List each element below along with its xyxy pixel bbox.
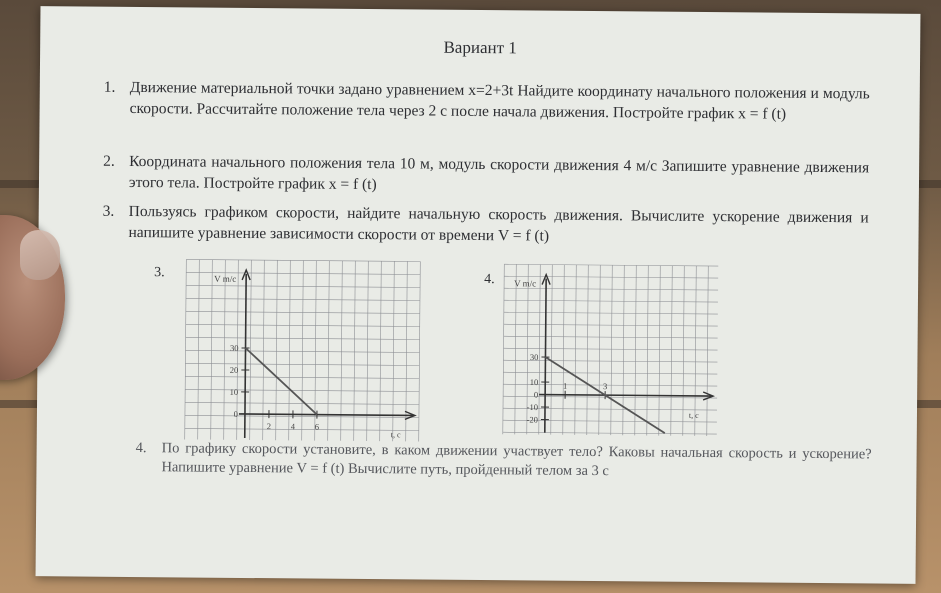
grid-line bbox=[659, 266, 660, 436]
velocity-graph-4 bbox=[493, 260, 725, 447]
x-axis-label: t, c bbox=[688, 410, 699, 420]
grid-line bbox=[504, 336, 718, 338]
grid-line bbox=[302, 260, 304, 440]
graph-label: 3. bbox=[154, 265, 165, 281]
grid-line bbox=[354, 261, 356, 441]
grid-line bbox=[647, 265, 648, 435]
grid-line bbox=[563, 265, 564, 435]
y-axis-label: V m/c bbox=[514, 278, 537, 289]
x-tick-label: 6 bbox=[314, 421, 320, 432]
x-tick-label: 1 bbox=[563, 380, 568, 391]
task-number: 3. bbox=[102, 202, 115, 220]
grid-line bbox=[504, 348, 718, 350]
graph-3-svg bbox=[175, 255, 427, 447]
worksheet bbox=[36, 6, 921, 584]
grid-line bbox=[503, 432, 717, 434]
x-tick-label: 2 bbox=[266, 421, 272, 432]
y-tick-label: 0 bbox=[233, 408, 238, 419]
task-4 bbox=[135, 439, 872, 483]
y-axis bbox=[545, 279, 546, 433]
grid-line bbox=[263, 260, 265, 440]
grid-line bbox=[185, 259, 187, 439]
grid-line bbox=[707, 266, 708, 436]
y-tick-label: -10 bbox=[526, 401, 539, 413]
page-title: Вариант 1 bbox=[443, 37, 517, 58]
task-2 bbox=[103, 151, 870, 199]
grid-line bbox=[503, 264, 504, 434]
grid-line bbox=[367, 261, 369, 441]
velocity-graph-3 bbox=[175, 255, 427, 452]
grid-line bbox=[504, 300, 718, 302]
grid-line bbox=[504, 324, 718, 326]
grid-line bbox=[341, 261, 343, 441]
task-number: 4. bbox=[135, 440, 147, 457]
y-tick-label: 10 bbox=[229, 386, 239, 397]
graph-4-svg bbox=[493, 260, 725, 442]
task-text: Движение материальной точки задано уравнением x=2+3t Найдите координату начального положения и модуль скорости. Рассчитайте положение тела через 2 с после начала движения. Постройте график x = f (t) bbox=[129, 78, 870, 123]
grid-line bbox=[419, 261, 421, 441]
task-number: 2. bbox=[103, 152, 115, 170]
y-tick-label: 0 bbox=[533, 389, 539, 400]
grid-line bbox=[539, 265, 540, 435]
grid-line bbox=[515, 264, 516, 434]
task-text: Пользуясь графиком скорости, найдите начальную скорость движения. Вычислите ускорение движения и напишите уравнение зависимости скорости от времени V = f (t) bbox=[128, 202, 869, 245]
y-tick-label: -20 bbox=[526, 414, 538, 425]
grid-line bbox=[380, 261, 382, 441]
grid-line bbox=[250, 260, 252, 440]
grid-line bbox=[587, 265, 588, 435]
grid-line bbox=[198, 260, 200, 440]
y-tick-label: 30 bbox=[229, 342, 239, 353]
grid-line bbox=[289, 260, 291, 440]
grid-line bbox=[635, 265, 636, 435]
grid-line bbox=[504, 264, 718, 266]
grid-line bbox=[623, 265, 624, 435]
grid-line bbox=[611, 265, 612, 435]
task-1 bbox=[103, 77, 870, 125]
graph-label: 4. bbox=[484, 272, 495, 288]
x-tick-label: 4 bbox=[290, 421, 296, 432]
grid-line bbox=[575, 265, 576, 435]
task-text: Координата начального положения тела 10 м, модуль скорости движения 4 м/с Запишите уравнение движения этого тела. Постройте график x = f (t) bbox=[128, 152, 870, 194]
grid-line bbox=[504, 312, 718, 314]
grid-line bbox=[683, 266, 684, 436]
x-axis-label: t, c bbox=[390, 430, 401, 440]
task-text: По графику скорости установите, в каком движении участвует тело? Каковы начальная скорость и ускорение? Напишите уравнение V = f (t) Вычислите путь, пройденный телом за 3 с bbox=[161, 440, 872, 480]
velocity-line bbox=[245, 348, 318, 415]
grid-line bbox=[211, 260, 213, 440]
y-tick-label: 20 bbox=[229, 364, 239, 375]
task-3 bbox=[102, 201, 869, 249]
y-tick-label: 30 bbox=[529, 351, 539, 363]
thumbnail bbox=[20, 230, 60, 280]
grid-line bbox=[504, 288, 718, 290]
grid-line bbox=[224, 260, 226, 440]
grid-line bbox=[406, 261, 408, 441]
x-tick-label: 3 bbox=[603, 381, 608, 392]
grid-line bbox=[671, 266, 672, 436]
y-axis-label: V m/c bbox=[214, 273, 237, 284]
grid-line bbox=[599, 265, 600, 435]
x-axis bbox=[239, 414, 413, 416]
y-tick-label: 10 bbox=[529, 376, 539, 388]
grid-line bbox=[276, 260, 278, 440]
grid-line bbox=[328, 261, 330, 441]
grid-line bbox=[504, 276, 718, 278]
grid-line bbox=[393, 261, 395, 441]
grid-line bbox=[503, 372, 717, 374]
grid-line bbox=[551, 265, 552, 435]
task-number: 1. bbox=[103, 78, 116, 96]
